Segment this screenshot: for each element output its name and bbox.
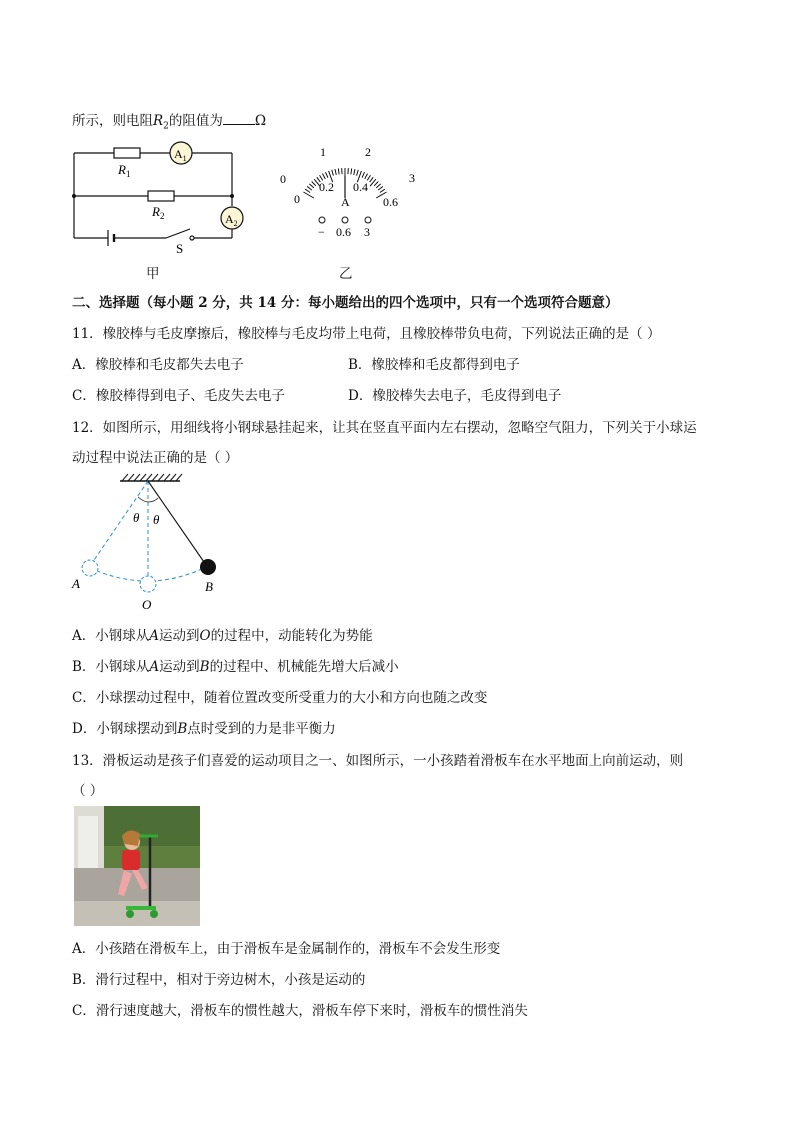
q12-option-d[interactable]: D．小钢球摆动到B点时受到的力是非平衡力 — [72, 721, 336, 737]
theta-left: θ — [133, 510, 140, 525]
ammeter-dial — [270, 138, 430, 248]
dial-bottom-tick: 0.2 — [319, 180, 334, 194]
dial-tick-mark — [303, 192, 313, 198]
scooter-photo — [74, 806, 200, 926]
q12-stem-line1: 12．如图所示，用细线将小钢球悬挂起来，让其在竖直平面内左右摆动，忽略空气阻力，下列关于小球运 — [72, 420, 697, 436]
q11-option-c[interactable]: C．橡胶棒得到电子、毛皮失去电子 — [72, 388, 285, 404]
q12-option-b[interactable]: B．小钢球从A运动到B的过程中、机械能先增大后减小 — [72, 659, 399, 675]
dial-tick-mark — [354, 169, 355, 175]
dial-tick-mark — [312, 181, 316, 185]
terminal-label: 3 — [364, 225, 370, 239]
q12-option-a[interactable]: A．小钢球从A运动到O的过程中，动能转化为势能 — [72, 628, 373, 644]
terminal-label: − — [318, 225, 325, 239]
dial-top-tick: 3 — [409, 171, 415, 185]
dial-tick-mark — [332, 170, 334, 176]
dial-tick-mark — [365, 174, 368, 179]
dial-top-tick: 2 — [365, 145, 371, 159]
q13-option-b[interactable]: B．滑行过程中，相对于旁边树木，小孩是运动的 — [72, 972, 366, 988]
q13-option-c[interactable]: C．滑行速度越大，滑板车的惯性越大，滑板车停下来时，滑板车的惯性消失 — [72, 1003, 528, 1019]
label-switch: S — [176, 241, 184, 256]
dial-tick-mark — [307, 186, 312, 190]
dial-tick-mark — [338, 168, 339, 174]
dial-top-tick: 0 — [280, 172, 286, 186]
dial-tick-mark — [380, 189, 385, 192]
q13-option-a[interactable]: A．小孩踏在滑板车上，由于滑板车是金属制作的，滑板车不会发生形变 — [72, 941, 501, 957]
answer-blank[interactable] — [223, 112, 255, 125]
section-title: 二、选择题（每小题 2 分，共 14 分：每小题给出的四个选项中，只有一个选项符合题意） — [72, 295, 619, 311]
label-o: O — [142, 597, 152, 612]
dial-tick-mark — [335, 169, 336, 175]
circuit-diagram — [66, 138, 256, 288]
theta-right: θ — [153, 512, 160, 527]
dial-top-tick: 1 — [320, 145, 326, 159]
dial-tick-mark — [378, 186, 383, 190]
label-r1: $R_1$ — [118, 162, 131, 179]
dial-tick-mark — [309, 184, 313, 188]
terminal-label: 0.6 — [336, 225, 351, 239]
dial-tick-mark — [357, 170, 359, 176]
dial-tick-mark — [374, 181, 378, 185]
q12-option-c[interactable]: C．小球摆动过程中，随着位置改变所受重力的大小和方向也随之改变 — [72, 690, 488, 706]
dial-tick-mark — [370, 177, 374, 182]
dial-unit: A — [341, 195, 350, 209]
label-a: A — [72, 576, 80, 591]
caption-jia: 甲 — [146, 266, 160, 282]
q11-stem: 11．橡胶棒与毛皮摩擦后，橡胶棒与毛皮均带上电荷，且橡胶棒带负电荷，下列说法正确的是（ ） — [72, 326, 661, 342]
dial-tick-mark — [325, 172, 327, 177]
q11-option-a[interactable]: A．橡胶棒和毛皮都失去电子 — [72, 357, 244, 373]
q13-stem-line2: （ ） — [72, 783, 104, 799]
label-b: B — [205, 579, 213, 594]
dial-tick-mark — [362, 172, 364, 177]
dial-tick-mark — [305, 189, 310, 192]
ammeter-a1-icon: $A_1$ — [174, 147, 187, 163]
ammeter-a2-icon: $A_2$ — [225, 212, 238, 228]
q12-stem-line2: 动过程中说法正确的是（ ） — [72, 450, 239, 466]
q11-option-d[interactable]: D．橡胶棒失去电子，毛皮得到电子 — [348, 388, 562, 404]
dial-tick-mark — [351, 168, 352, 174]
pendulum-diagram — [68, 472, 228, 614]
dial-bottom-tick: 0.6 — [383, 195, 398, 209]
dial-tick-mark — [322, 174, 325, 179]
dial-bottom-tick: 0.4 — [353, 180, 368, 194]
caption-yi: 乙 — [339, 266, 353, 282]
label-r2: $R_2$ — [152, 204, 165, 221]
dial-bottom-tick: 0 — [294, 192, 300, 206]
dial-tick-mark — [376, 184, 380, 188]
q11-option-b[interactable]: B．橡胶棒和毛皮都得到电子 — [348, 357, 520, 373]
q13-stem-line1: 13．滑板运动是孩子们喜爱的运动项目之一、如图所示，一小孩踏着滑板车在水平地面上向前运动，则 — [72, 753, 684, 769]
intro-line: 所示，则电阻$R_2$的阻值为 Ω — [72, 113, 267, 132]
